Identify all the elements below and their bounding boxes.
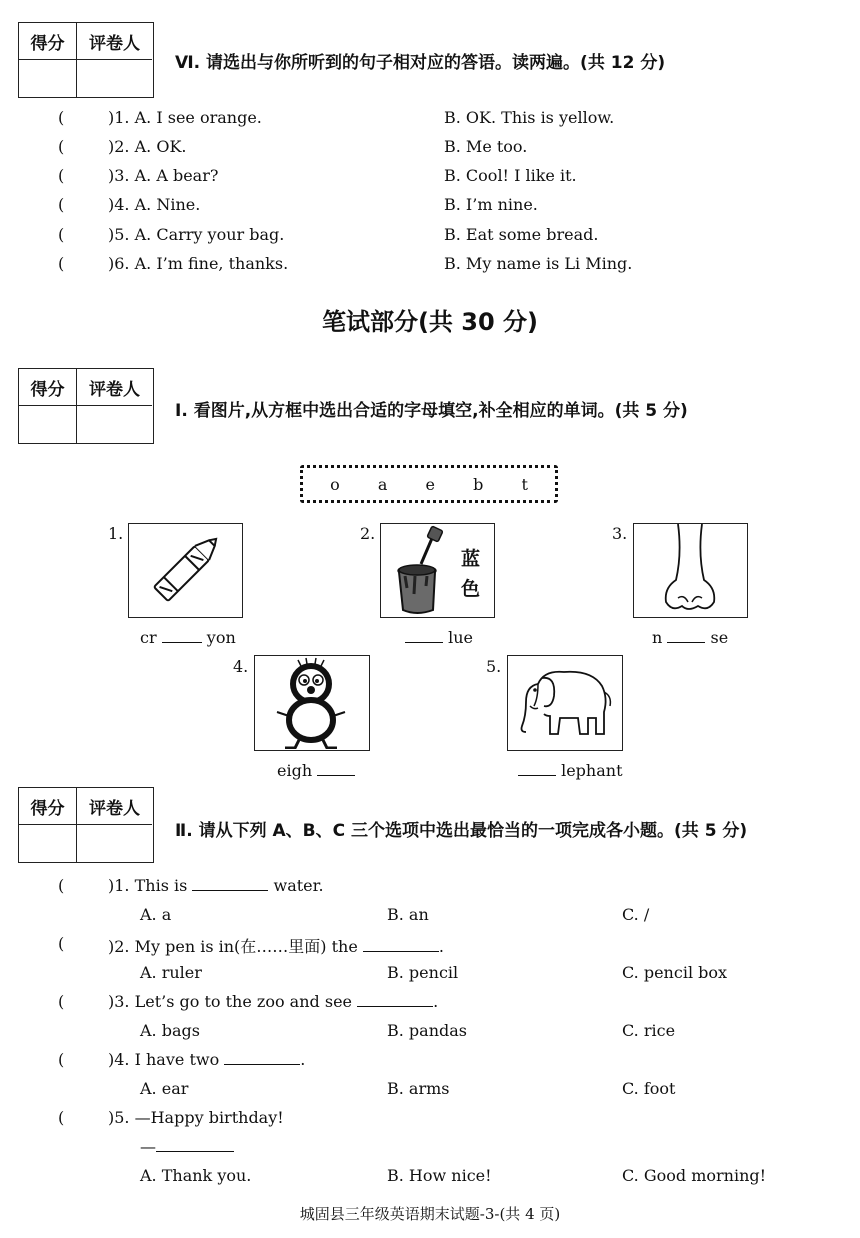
- score-table: [18, 22, 154, 98]
- grader-cell[interactable]: [77, 825, 152, 862]
- crayon-icon: [129, 524, 241, 616]
- letter-choice: t: [521, 474, 528, 494]
- option-a: )4. A. Nine.: [108, 195, 201, 214]
- option-a: A. ear: [140, 1079, 189, 1098]
- word-blank[interactable]: [652, 628, 728, 647]
- score-table: [18, 368, 154, 444]
- option-b: B. pandas: [387, 1021, 468, 1040]
- answer-paren[interactable]: (: [58, 137, 65, 156]
- word-blank[interactable]: [405, 628, 473, 647]
- option-b: B. My name is Li Ming.: [444, 254, 633, 273]
- option-a: )1. A. I see orange.: [108, 108, 262, 127]
- answer-paren[interactable]: (: [58, 108, 65, 127]
- letter-choice: b: [473, 474, 484, 494]
- letter-choice: o: [330, 474, 340, 494]
- letter-blank[interactable]: [405, 642, 443, 643]
- score-header: 得分: [19, 369, 77, 406]
- word-suffix: se: [710, 628, 729, 647]
- answer-paren[interactable]: (: [58, 225, 65, 244]
- option-a: A. a: [140, 905, 172, 924]
- letter-blank[interactable]: [667, 642, 705, 643]
- paint-label-2: 色: [461, 578, 481, 600]
- word-suffix: yon: [206, 628, 236, 647]
- elephant-picture: [507, 655, 623, 751]
- option-c: C. Good morning!: [622, 1166, 767, 1185]
- option-a: )2. A. OK.: [108, 137, 187, 156]
- option-a: )6. A. I’m fine, thanks.: [108, 254, 289, 273]
- answer-blank[interactable]: [357, 1006, 433, 1007]
- option-b: B. I’m nine.: [444, 195, 538, 214]
- picture-number: 4.: [233, 657, 249, 676]
- option-c: C. /: [622, 905, 650, 924]
- option-b: B. Cool! I like it.: [444, 166, 577, 185]
- letter-blank[interactable]: [317, 775, 355, 776]
- answer-blank[interactable]: [192, 890, 268, 891]
- grader-header: 评卷人: [77, 788, 152, 825]
- picture-number: 2.: [360, 524, 376, 543]
- section-title: Ⅵ. 请选出与你所听到的句子相对应的答语。读两遍。(共 12 分): [175, 53, 666, 73]
- paint-label-1: 蓝: [461, 548, 481, 570]
- question-stem: )5. —Happy birthday!: [108, 1108, 284, 1127]
- blue-paint-picture: [380, 523, 495, 618]
- answer-paren[interactable]: (: [58, 1050, 65, 1069]
- option-a: )3. A. A bear?: [108, 166, 219, 185]
- word-prefix: n: [652, 628, 663, 647]
- paint-bucket-icon: [385, 524, 455, 616]
- answer-paren[interactable]: (: [58, 166, 65, 185]
- word-blank[interactable]: [518, 761, 623, 780]
- score-cell[interactable]: [19, 60, 77, 97]
- word-blank[interactable]: [277, 761, 355, 780]
- word-blank[interactable]: [140, 628, 236, 647]
- word-prefix: eigh: [277, 761, 313, 780]
- page-footer: 城固县三年级英语期末试题-3-(共 4 页): [299, 1205, 561, 1223]
- reply-line: —: [140, 1137, 234, 1156]
- word-prefix: cr: [140, 628, 157, 647]
- answer-paren[interactable]: (: [58, 992, 65, 1011]
- answer-paren[interactable]: (: [58, 254, 65, 273]
- score-header: 得分: [19, 23, 77, 60]
- written-part-heading: 笔试部分(共 30 分): [321, 308, 539, 336]
- question-stem: )2. My pen is in(在……里面) the .: [108, 937, 445, 956]
- answer-paren[interactable]: (: [58, 934, 65, 953]
- picture-number: 5.: [486, 657, 502, 676]
- option-a: A. bags: [140, 1021, 200, 1040]
- answer-paren[interactable]: (: [58, 1108, 65, 1127]
- option-b: B. Eat some bread.: [444, 225, 599, 244]
- option-a: A. Thank you.: [140, 1166, 252, 1185]
- option-a: A. ruler: [140, 963, 202, 982]
- option-b: B. How nice!: [387, 1166, 492, 1185]
- letter-choice: a: [377, 474, 388, 494]
- question-stem: )3. Let’s go to the zoo and see .: [108, 992, 439, 1011]
- question-stem: )1. This is water.: [108, 876, 324, 895]
- grader-header: 评卷人: [77, 369, 152, 406]
- option-b: B. pencil: [387, 963, 459, 982]
- word-suffix: lephant: [561, 761, 623, 780]
- section-title: Ⅱ. 请从下列 A、B、C 三个选项中选出最恰当的一项完成各小题。(共 5 分): [175, 821, 748, 841]
- score-cell[interactable]: [19, 825, 77, 862]
- letter-choice-box: [300, 465, 558, 503]
- option-b: B. an: [387, 905, 429, 924]
- letter-blank[interactable]: [162, 642, 202, 643]
- number-eight-picture: [254, 655, 370, 751]
- crayon-picture: [128, 523, 243, 618]
- picture-number: 3.: [612, 524, 628, 543]
- word-suffix: lue: [448, 628, 473, 647]
- picture-number: 1.: [108, 524, 124, 543]
- answer-paren[interactable]: (: [58, 195, 65, 214]
- letter-blank[interactable]: [518, 775, 556, 776]
- answer-paren[interactable]: (: [58, 876, 65, 895]
- score-header: 得分: [19, 788, 77, 825]
- letter-choice: e: [425, 474, 435, 494]
- nose-icon: [634, 524, 746, 616]
- number-eight-icon: [255, 656, 368, 749]
- score-table: [18, 787, 154, 863]
- elephant-icon: [508, 656, 621, 749]
- option-b: B. Me too.: [444, 137, 528, 156]
- grader-header: 评卷人: [77, 23, 152, 60]
- grader-cell[interactable]: [77, 406, 152, 443]
- option-b: B. OK. This is yellow.: [444, 108, 615, 127]
- option-b: B. arms: [387, 1079, 450, 1098]
- answer-blank[interactable]: [363, 951, 439, 952]
- option-c: C. foot: [622, 1079, 676, 1098]
- answer-blank[interactable]: [224, 1064, 300, 1065]
- option-a: )5. A. Carry your bag.: [108, 225, 285, 244]
- question-stem: )4. I have two .: [108, 1050, 306, 1069]
- answer-blank[interactable]: [156, 1151, 234, 1152]
- section-title: Ⅰ. 看图片,从方框中选出合适的字母填空,补全相应的单词。(共 5 分): [175, 401, 688, 421]
- option-c: C. rice: [622, 1021, 676, 1040]
- option-c: C. pencil box: [622, 963, 728, 982]
- score-cell[interactable]: [19, 406, 77, 443]
- grader-cell[interactable]: [77, 60, 152, 97]
- nose-picture: [633, 523, 748, 618]
